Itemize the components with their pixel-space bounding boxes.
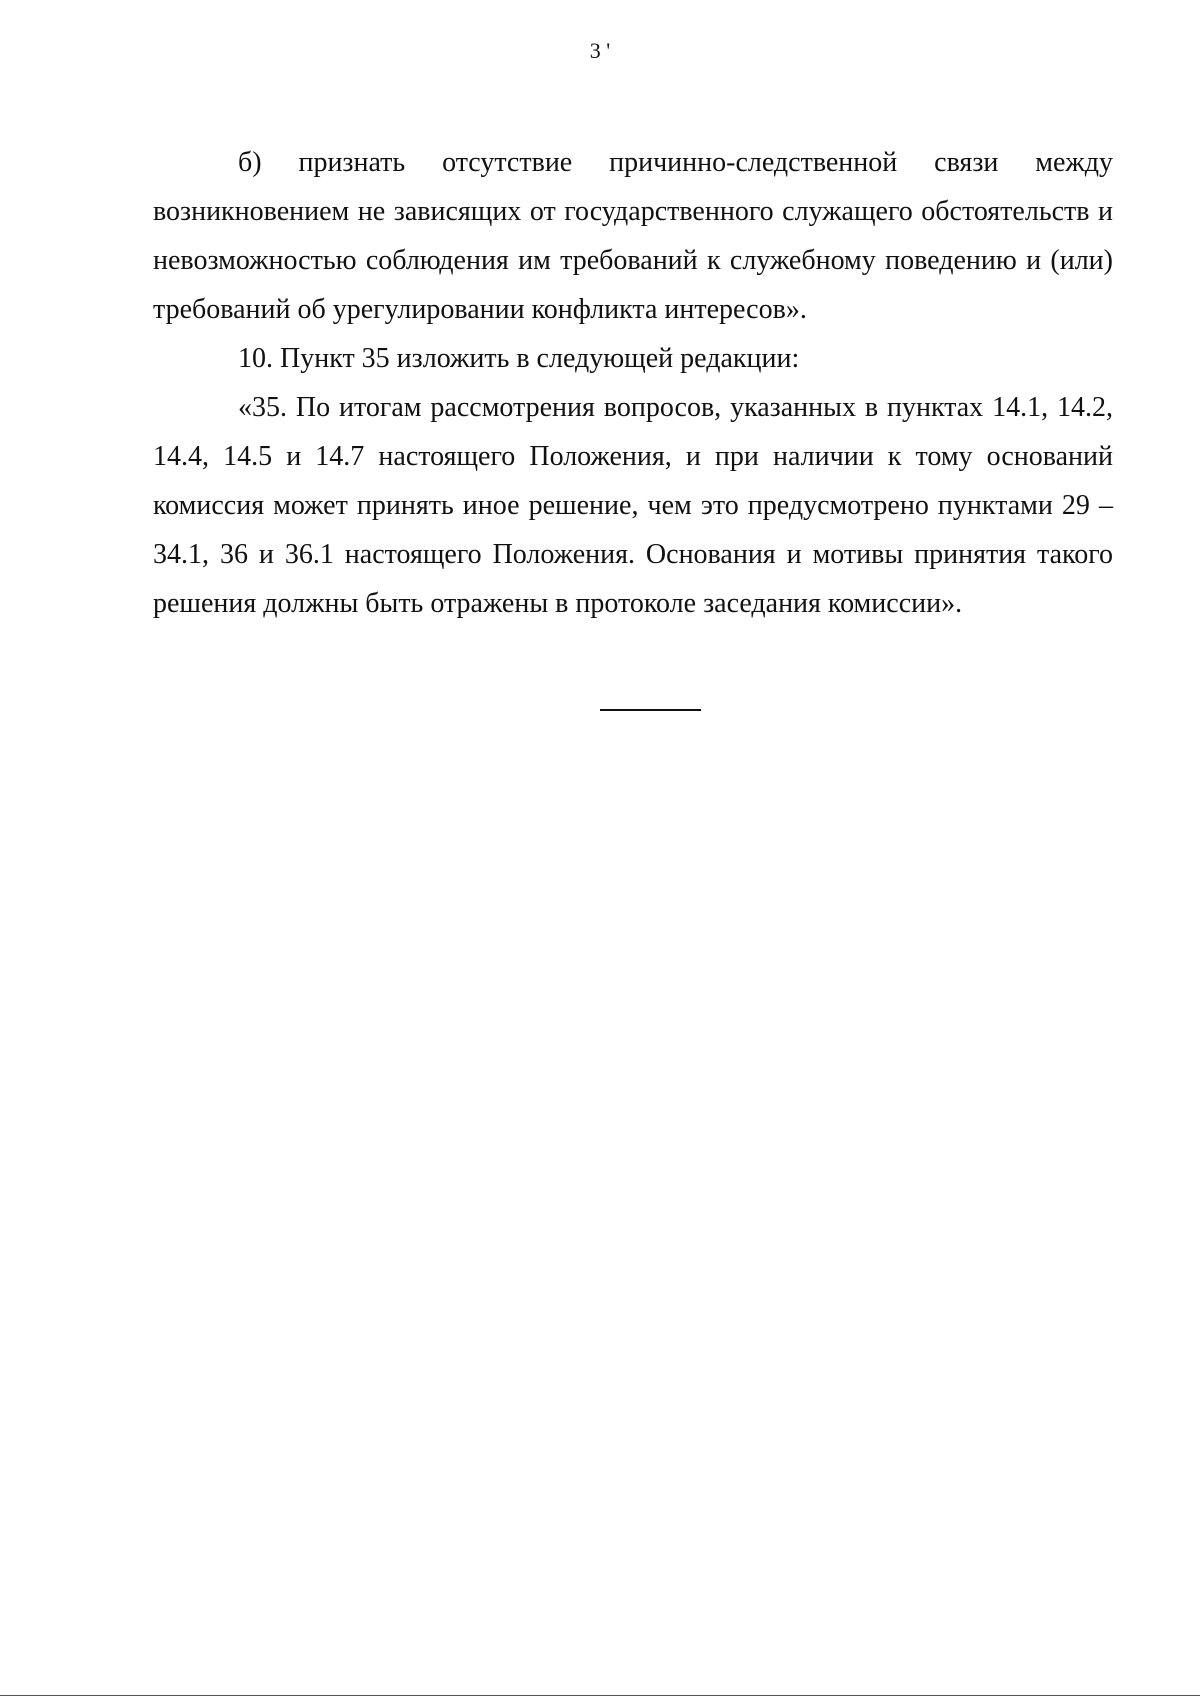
- end-of-text-rule: [600, 709, 701, 711]
- page-bottom-edge: [0, 1695, 1200, 1696]
- paragraph-subitem-b: б) признать отсутствие причинно-следственной связи между возникновением не зависящих от государственного служащего обстоятельств и невозможностью соблюдения им требований к служебному поведению и (или) требований об урегулировании конфликта интересов».: [153, 147, 1113, 325]
- paragraph-item-10: 10. Пункт 35 изложить в следующей редакции:: [238, 343, 800, 374]
- page-number: 3 ': [589, 38, 611, 63]
- document-body: [153, 138, 1113, 628]
- paragraph-item-35: «35. По итогам рассмотрения вопросов, указанных в пунктах 14.1, 14.2, 14.4, 14.5 и 14.7 настоящего Положения, и при наличии к тому оснований комиссия может принять иное решение, чем это предусмотрено пунктами 29 – 34.1, 36 и 36.1 настоящего Положения. Основания и мотивы принятия такого решения должны быть отражены в протоколе заседания комиссии».: [153, 392, 1113, 619]
